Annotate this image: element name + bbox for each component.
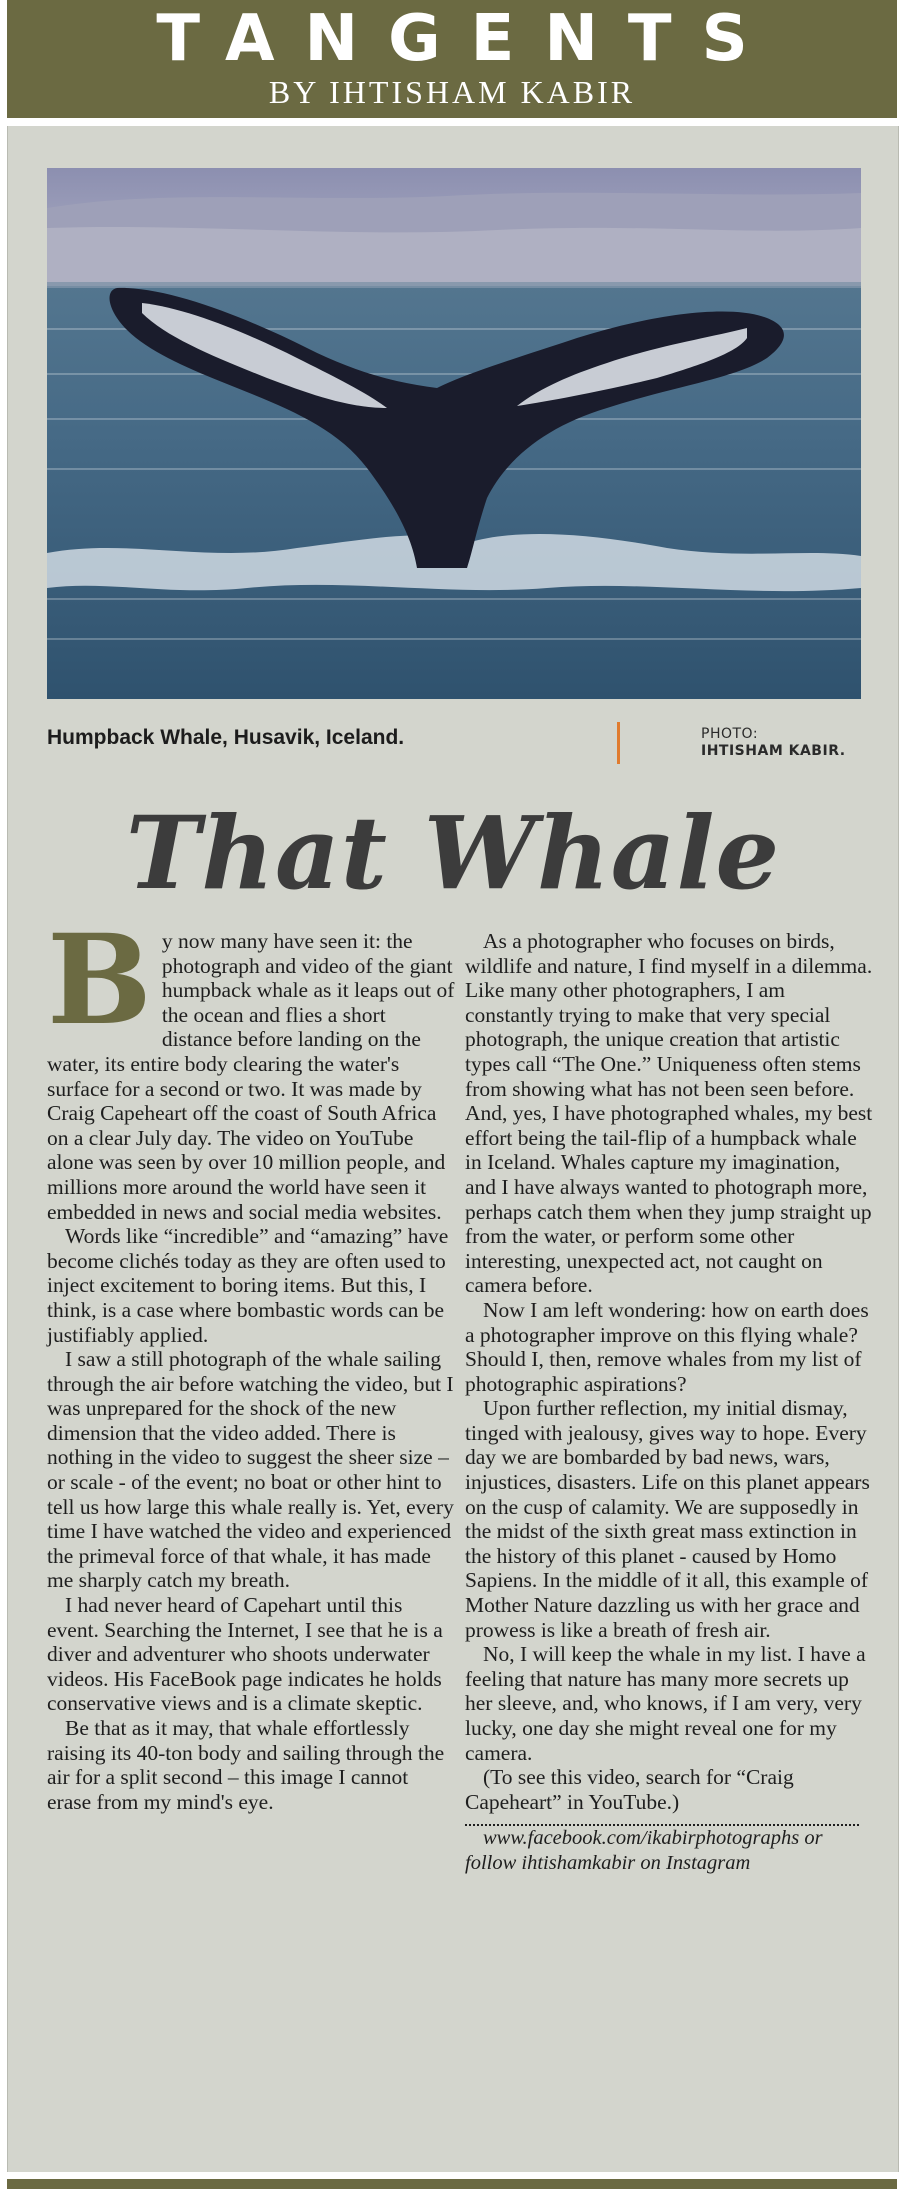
credit-name: IHTISHAM KABIR. <box>701 743 846 759</box>
column-title: TANGENTS <box>156 2 778 76</box>
social-links-note: www.facebook.com/ikabirphotographs or follow ihtishamkabir on Instagram <box>465 1827 823 1875</box>
paragraph: Be that as it may, that whale effortlessly raising its 40-ton body and sailing through the air for a split second – this image I cannot erase from my mind's eye. <box>47 1716 445 1814</box>
drop-cap: B <box>47 908 152 1053</box>
left-column <box>47 908 457 1814</box>
paragraph: I saw a still photograph of the whale sailing through the air before watching the video, but I was unprepared for the shock of the new dimension that the video added. There is nothing in the video to suggest the sheer size – or scale - of the event; no boat or other hint to tell us how large this whale really is. Yet, every time I have watched the video and experienced the primeval force of that whale, it has made me sharply catch my breath. <box>47 1347 454 1593</box>
whale-tail-photo <box>47 168 861 699</box>
paragraph: y now many have seen it: the photograph and video of the giant humpback whale as it leaps out of the ocean and flies a short distance before landing on the water, its entire body clearing the water's surface for a second or two. It was made by Craig Capeheart off the coast of South Africa on a clear July day. The video on YouTube alone was seen by over 10 million people, and millions more around the world have seen it embedded in news and social media websites. <box>47 929 455 1224</box>
paragraph: Words like “incredible” and “amazing” have become clichés today as they are often used to inject excitement to boring items. But this, I think, is a case where bombastic words can be justifiably applied. <box>47 1224 449 1347</box>
paragraph: Now I am left wondering: how on earth does a photographer improve on this flying whale? Should I, then, remove whales from my list of photographic aspirations? <box>465 1297 869 1396</box>
credit-label: PHOTO: <box>701 726 759 742</box>
byline: BY IHTISHAM KABIR <box>268 74 636 110</box>
paragraph: (To see this video, search for “Craig Capeheart” in YouTube.) <box>465 1765 794 1814</box>
paragraph: As a photographer who focuses on birds, wildlife and nature, I find myself in a dilemma. Like many other photographers, I am constantly trying to make that very special photograph, the unique creation that artistic types call “The One.” Uniqueness often stems from showing what has not been seen before. And, yes, I have photographed whales, my best effort being the tail-flip of a humpback whale in Iceland. Whales capture my imagination, and I have always wanted to photograph more, perhaps catch them when they jump straight up from the water, or perform some other interesting, unexpected act, not caught on camera before. <box>465 929 873 1298</box>
photo-credit <box>701 726 846 760</box>
article-headline: That Whale <box>125 794 781 912</box>
paragraph: Upon further reflection, my initial dismay, tinged with jealousy, gives way to hope. Every day we are bombarded by bad news, wars, injustices, disasters. Life on this planet appears on the cusp of calamity. We are supposedly in the midst of the sixth great mass extinction in the history of this planet - caused by Homo Sapiens. In the middle of it all, this example of Mother Nature dazzling us with her grace and prowess is like a breath of fresh air. <box>465 1396 870 1642</box>
paragraph: No, I will keep the whale in my list. I have a feeling that nature has many more secrets up her sleeve, and, who knows, if I am very, very lucky, one day she might reveal one for my camera. <box>465 1642 866 1765</box>
right-column <box>465 929 875 1876</box>
caption-divider <box>617 722 620 764</box>
paragraph: I had never heard of Capehart until this event. Searching the Internet, I see that he is a diver and adventurer who shoots underwater videos. His FaceBook page indicates he holds conservative views and is a climate skeptic. <box>47 1593 443 1716</box>
masthead <box>7 0 897 118</box>
bottom-rule <box>7 2179 897 2189</box>
photo-caption: Humpback Whale, Husavik, Iceland. <box>47 726 405 749</box>
